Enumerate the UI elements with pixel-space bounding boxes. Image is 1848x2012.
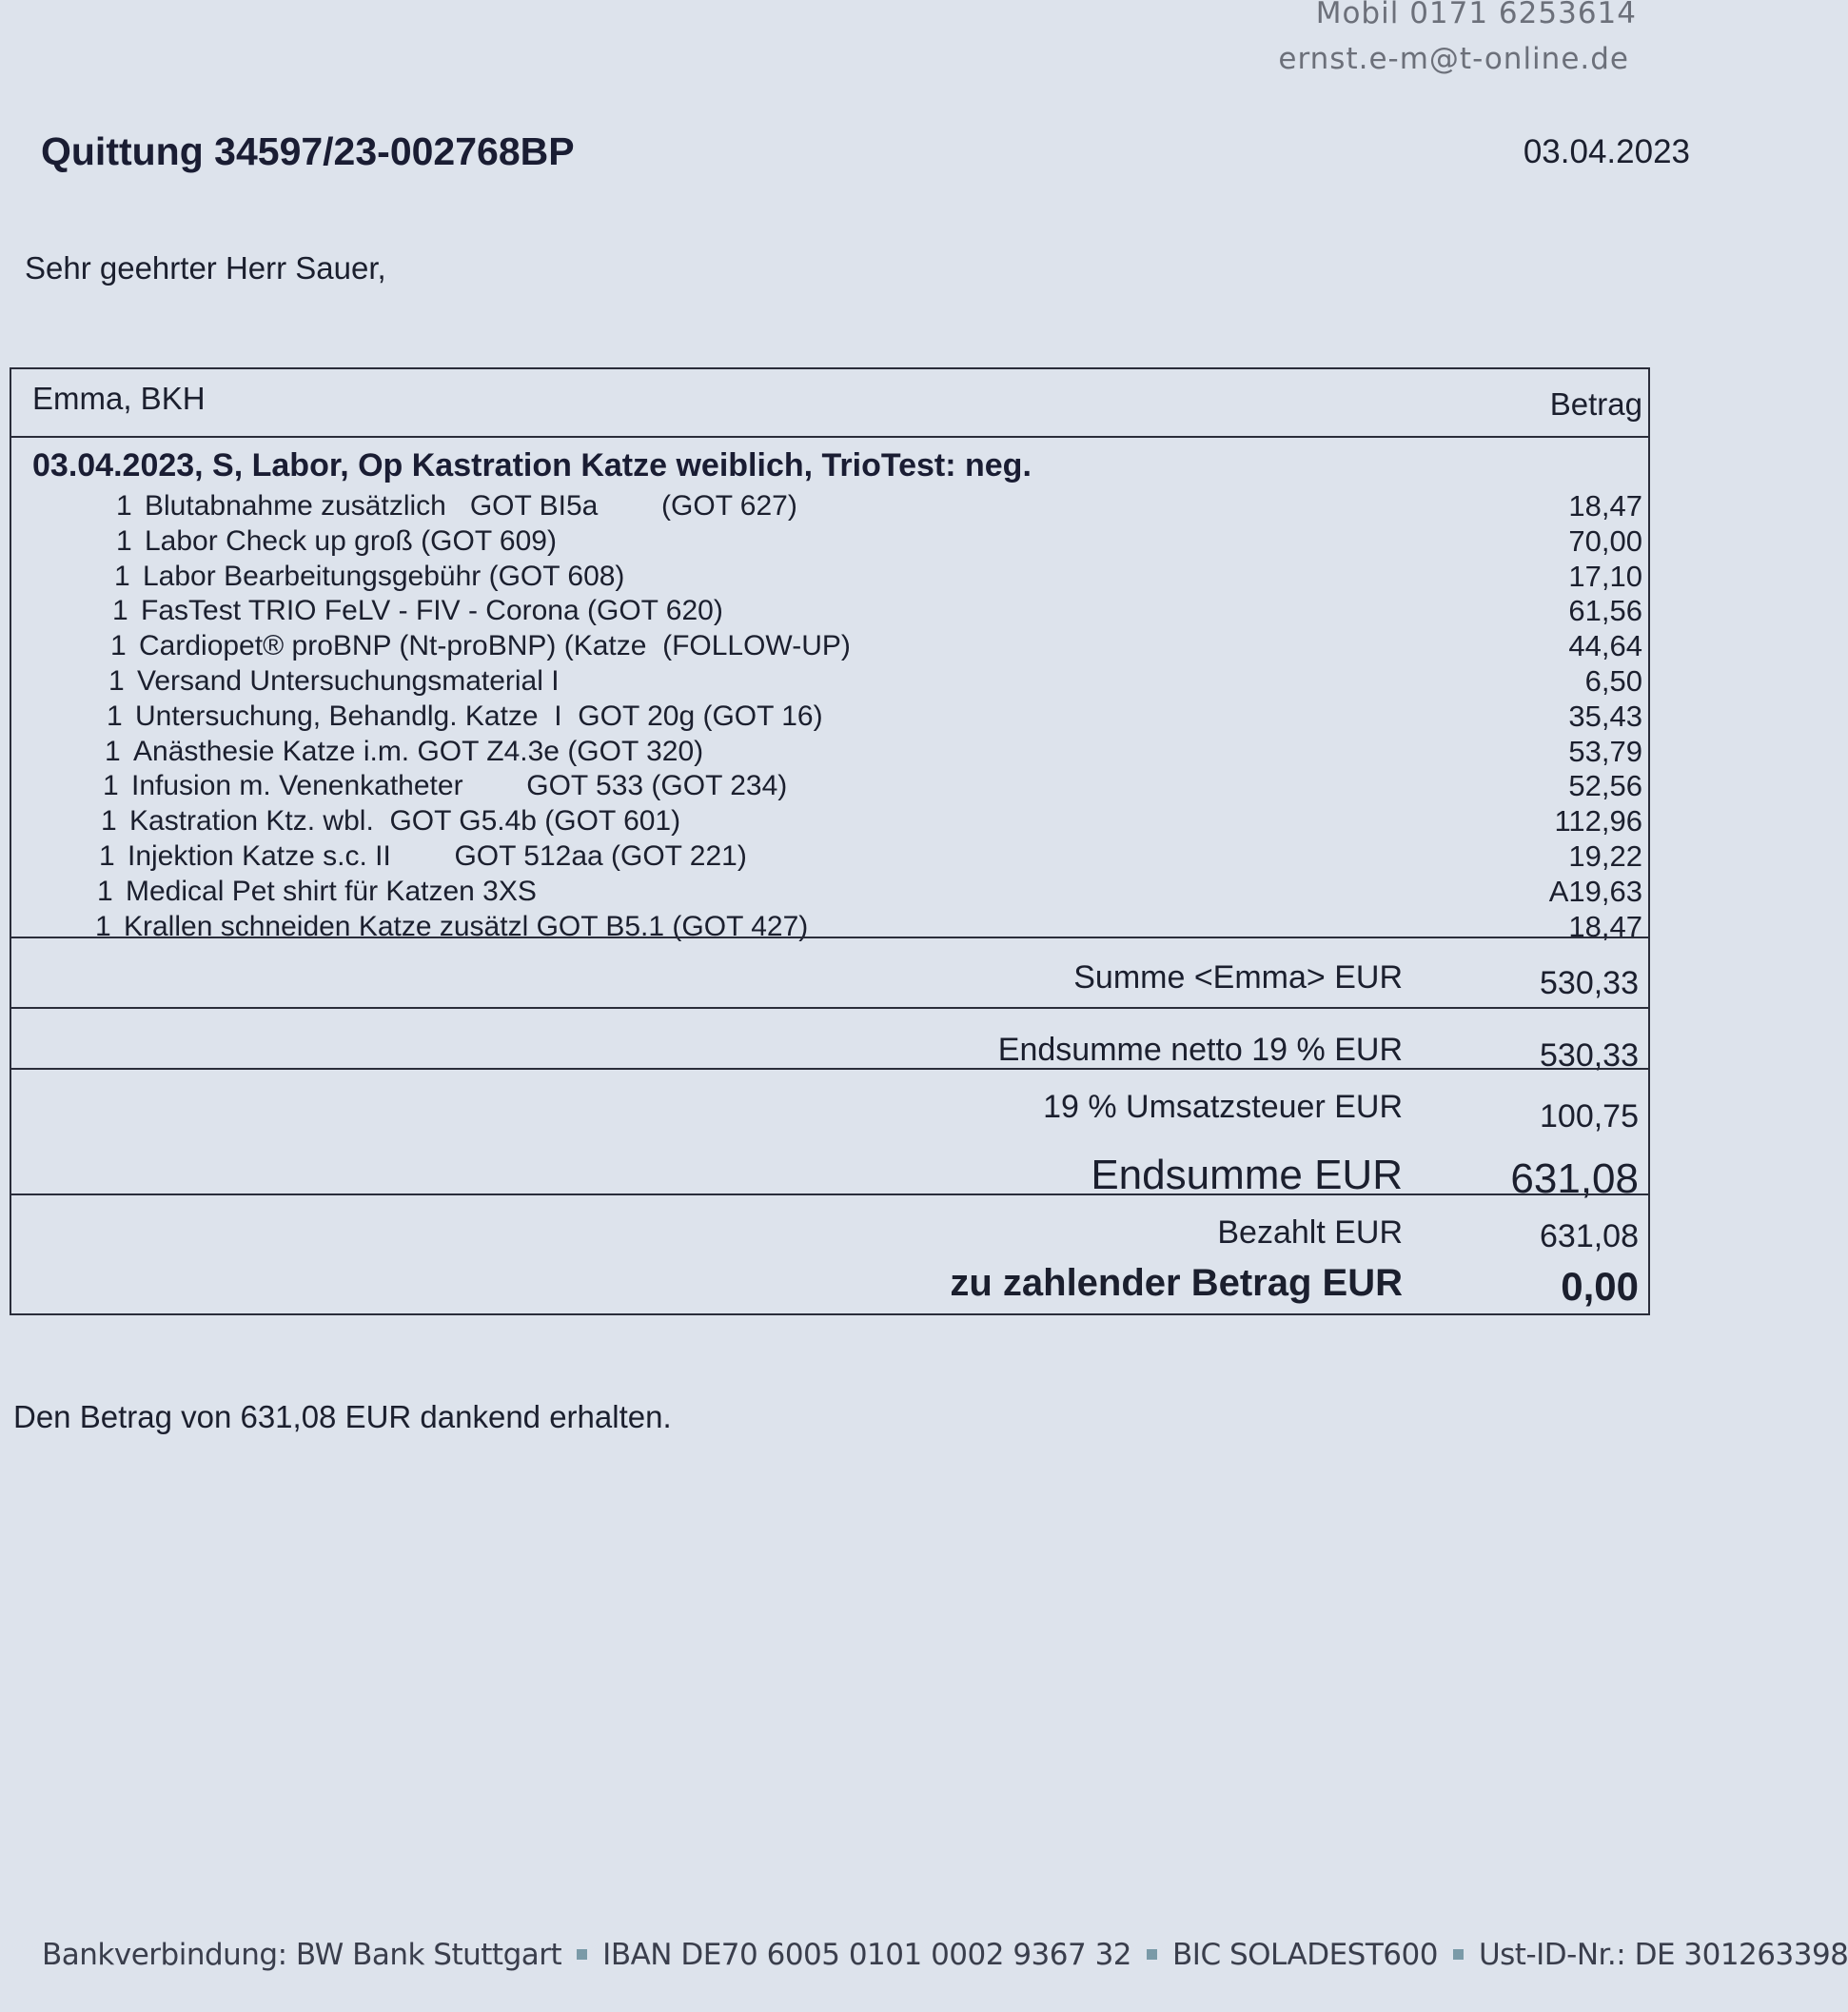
table-row xyxy=(11,560,1648,595)
endsumme-label: Endsumme EUR xyxy=(1091,1152,1403,1198)
summe-label: Summe <Emma> EUR xyxy=(1073,959,1403,996)
item-description: Versand Untersuchungsmaterial I xyxy=(137,665,560,697)
endsumme-divider xyxy=(11,1193,1648,1195)
table-row xyxy=(11,489,1648,524)
table-row xyxy=(11,804,1648,839)
zahlbetrag-label: zu zahlender Betrag EUR xyxy=(950,1262,1403,1304)
item-description: Blutabnahme zusätzlich GOT BI5a (GOT 627) xyxy=(145,490,797,522)
table-row xyxy=(11,629,1648,664)
item-qty: 1 xyxy=(105,735,121,767)
item-qty: 1 xyxy=(95,910,111,942)
netto-divider xyxy=(11,1068,1648,1070)
separator-icon xyxy=(1147,1949,1157,1960)
item-amount: 6,50 xyxy=(1584,664,1642,698)
table-row xyxy=(11,875,1648,910)
table-row xyxy=(11,769,1648,804)
section-title: 03.04.2023, S, Labor, Op Kastration Katze weiblich, TrioTest: neg. xyxy=(32,447,1032,483)
receipt-title: Quittung 34597/23-002768BP xyxy=(41,129,575,173)
separator-icon xyxy=(577,1949,587,1960)
item-amount: 52,56 xyxy=(1568,769,1642,803)
bezahlt-value: 631,08 xyxy=(1540,1218,1639,1254)
item-description: Injektion Katze s.c. II GOT 512aa (GOT 221) xyxy=(128,840,747,872)
summe-divider xyxy=(11,1007,1648,1009)
item-amount: 112,96 xyxy=(1554,804,1642,838)
item-qty: 1 xyxy=(114,560,130,592)
contact-email: ernst.e-m@t-online.de xyxy=(1278,42,1629,76)
item-amount: 19,22 xyxy=(1568,839,1642,873)
receipt-date: 03.04.2023 xyxy=(1523,133,1690,170)
item-amount: 17,10 xyxy=(1568,559,1642,593)
patient-name: Emma, BKH xyxy=(32,381,206,416)
item-description: Untersuchung, Behandlg. Katze I GOT 20g (GOT 16) xyxy=(135,700,823,732)
item-qty: 1 xyxy=(108,665,125,697)
item-qty: 1 xyxy=(99,840,115,872)
item-qty: 1 xyxy=(112,595,128,627)
table-row xyxy=(11,700,1648,735)
item-qty: 1 xyxy=(110,630,127,662)
separator-icon xyxy=(1453,1949,1464,1960)
item-amount: 18,47 xyxy=(1568,489,1642,523)
bank-footer xyxy=(42,1938,1848,1972)
ust-label: 19 % Umsatzsteuer EUR xyxy=(1043,1089,1403,1125)
table-row xyxy=(11,664,1648,700)
item-qty: 1 xyxy=(116,524,132,557)
iban: IBAN DE70 6005 0101 0002 9367 32 xyxy=(602,1938,1132,1972)
item-amount: 53,79 xyxy=(1568,734,1642,768)
item-amount: 44,64 xyxy=(1568,629,1642,663)
ust-value: 100,75 xyxy=(1540,1098,1639,1134)
received-note: Den Betrag von 631,08 EUR dankend erhalten. xyxy=(13,1399,672,1434)
zahlbetrag-value: 0,00 xyxy=(1561,1264,1639,1309)
item-amount: A19,63 xyxy=(1548,874,1642,908)
table-row xyxy=(11,839,1648,875)
greeting: Sehr geehrter Herr Sauer, xyxy=(25,250,386,286)
amount-header: Betrag xyxy=(1549,386,1642,422)
netto-value: 530,33 xyxy=(1540,1037,1639,1074)
item-amount: 18,47 xyxy=(1568,909,1642,943)
bezahlt-label: Bezahlt EUR xyxy=(1217,1214,1403,1251)
table-row xyxy=(11,594,1648,629)
item-description: Cardiopet® proBNP (Nt-proBNP) (Katze (FOLLOW-UP) xyxy=(139,630,851,662)
item-description: Labor Bearbeitungsgebühr (GOT 608) xyxy=(143,560,625,592)
table-row xyxy=(11,524,1648,560)
item-description: Anästhesie Katze i.m. GOT Z4.3e (GOT 320) xyxy=(133,735,704,767)
item-amount: 61,56 xyxy=(1568,594,1642,628)
item-amount: 70,00 xyxy=(1568,523,1642,558)
item-qty: 1 xyxy=(97,875,113,907)
contact-mobile: Mobil 0171 6253614 xyxy=(1315,0,1637,30)
netto-label: Endsumme netto 19 % EUR xyxy=(997,1032,1403,1068)
header-divider xyxy=(11,436,1648,438)
items-divider xyxy=(11,937,1648,938)
ust-id: Ust-ID-Nr.: DE 301263398 xyxy=(1478,1938,1848,1972)
bic: BIC SOLADEST600 xyxy=(1172,1938,1438,1972)
item-description: Kastration Ktz. wbl. GOT G5.4b (GOT 601) xyxy=(129,805,681,838)
endsumme-value: 631,08 xyxy=(1510,1155,1639,1202)
item-qty: 1 xyxy=(103,770,119,802)
item-qty: 1 xyxy=(101,805,117,838)
table-row xyxy=(11,910,1648,945)
item-qty: 1 xyxy=(107,700,123,732)
item-description: Medical Pet shirt für Katzen 3XS xyxy=(126,875,537,907)
summe-value: 530,33 xyxy=(1540,965,1639,1001)
item-description: Labor Check up groß (GOT 609) xyxy=(145,524,557,557)
item-qty: 1 xyxy=(116,490,132,522)
table-row xyxy=(11,735,1648,770)
item-description: FasTest TRIO FeLV - FIV - Corona (GOT 620) xyxy=(141,595,723,627)
item-description: Krallen schneiden Katze zusätzl GOT B5.1 (GOT 427) xyxy=(124,910,809,942)
invoice-table xyxy=(10,367,1650,1315)
item-description: Infusion m. Venenkatheter GOT 533 (GOT 234) xyxy=(131,770,788,802)
item-amount: 35,43 xyxy=(1568,699,1642,733)
bank-name: Bankverbindung: BW Bank Stuttgart xyxy=(42,1938,562,1972)
